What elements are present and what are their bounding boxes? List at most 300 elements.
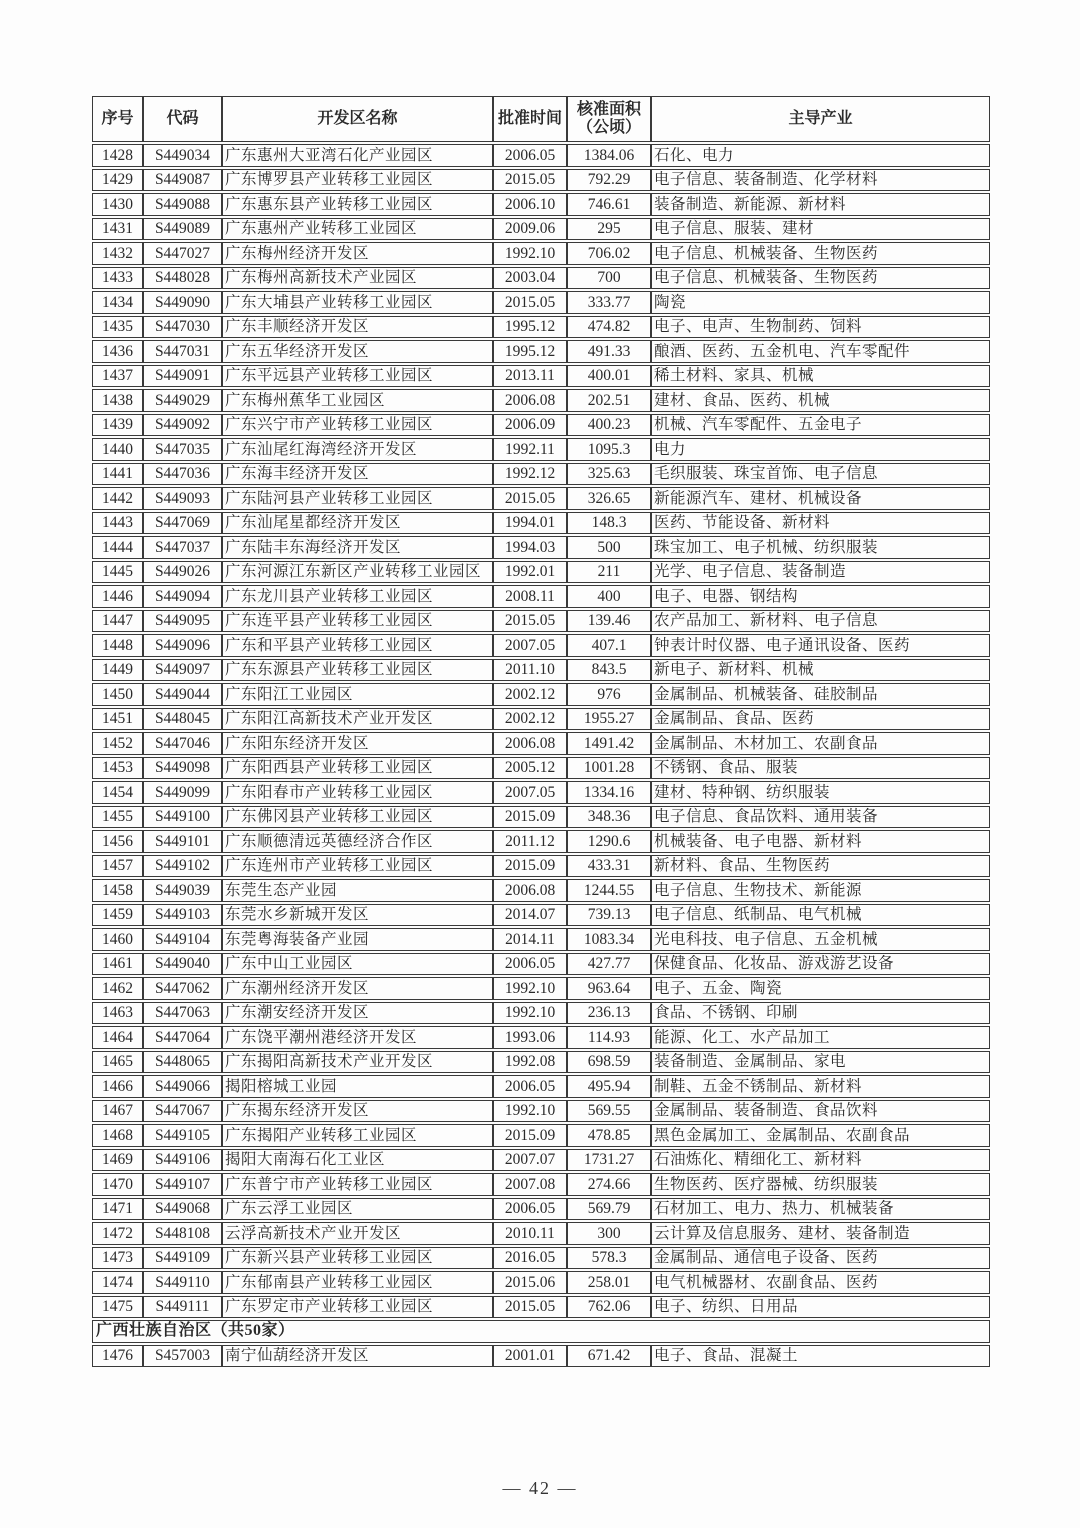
table-row (92, 732, 990, 755)
cell-zone-name: 广东连平县产业转移工业园区 (222, 610, 493, 633)
cell-industries: 机械装备、电子电器、新材料 (651, 830, 990, 853)
table-row (92, 806, 990, 829)
cell-serial: 1466 (92, 1075, 143, 1098)
cell-approval-date: 1995.12 (493, 340, 567, 363)
cell-serial: 1464 (92, 1026, 143, 1049)
cell-serial: 1431 (92, 218, 143, 241)
cell-zone-name: 广东汕尾红海湾经济开发区 (222, 438, 493, 461)
cell-industries: 食品、不锈钢、印刷 (651, 1002, 990, 1025)
cell-code: S447064 (143, 1026, 222, 1049)
cell-code: S449044 (143, 683, 222, 706)
table-row (92, 1149, 990, 1172)
cell-industries: 金属制品、通信电子设备、医药 (651, 1247, 990, 1270)
cell-zone-name: 广东梅州蕉华工业园区 (222, 389, 493, 412)
cell-code: S449094 (143, 585, 222, 608)
cell-industries: 电子、纺织、日用品 (651, 1296, 990, 1319)
cell-zone-name: 广东新兴县产业转移工业园区 (222, 1247, 493, 1270)
cell-industries: 电子、电声、生物制药、饲料 (651, 316, 990, 339)
cell-approval-date: 1992.10 (493, 1002, 567, 1025)
cell-approval-date: 2003.04 (493, 267, 567, 290)
table-row (92, 1075, 990, 1098)
cell-approval-date: 2005.12 (493, 757, 567, 780)
cell-serial: 1472 (92, 1222, 143, 1245)
cell-serial: 1452 (92, 732, 143, 755)
cell-zone-name: 广东大埔县产业转移工业园区 (222, 291, 493, 314)
cell-area: 407.1 (567, 634, 651, 657)
cell-zone-name: 广东梅州经济开发区 (222, 242, 493, 265)
table-row (92, 879, 990, 902)
cell-zone-name: 广东兴宁市产业转移工业园区 (222, 414, 493, 437)
table-row (92, 561, 990, 584)
table-header (92, 96, 990, 142)
cell-code: S447069 (143, 512, 222, 535)
cell-serial: 1441 (92, 463, 143, 486)
cell-industries: 不锈钢、食品、服装 (651, 757, 990, 780)
cell-zone-name: 南宁仙葫经济开发区 (222, 1345, 493, 1368)
cell-industries: 生物医药、医疗器械、纺织服装 (651, 1173, 990, 1196)
table-row (92, 855, 990, 878)
cell-area: 698.59 (567, 1051, 651, 1074)
cell-serial: 1433 (92, 267, 143, 290)
cell-approval-date: 2007.05 (493, 781, 567, 804)
table-row (92, 1051, 990, 1074)
table-row (92, 389, 990, 412)
cell-industries: 保健食品、化妆品、游戏游艺设备 (651, 953, 990, 976)
cell-code: S449107 (143, 1173, 222, 1196)
cell-zone-name: 广东阳江工业园区 (222, 683, 493, 706)
cell-approval-date: 2006.09 (493, 414, 567, 437)
cell-code: S449093 (143, 487, 222, 510)
cell-approval-date: 2007.08 (493, 1173, 567, 1196)
cell-industries: 建材、食品、医药、机械 (651, 389, 990, 412)
cell-industries: 制鞋、五金不锈制品、新材料 (651, 1075, 990, 1098)
cell-industries: 石油炼化、精细化工、新材料 (651, 1149, 990, 1172)
table-row (92, 414, 990, 437)
cell-code: S448108 (143, 1222, 222, 1245)
cell-industries: 机械、汽车零配件、五金电子 (651, 414, 990, 437)
cell-code: S447027 (143, 242, 222, 265)
cell-area: 746.61 (567, 193, 651, 216)
cell-code: S449102 (143, 855, 222, 878)
cell-code: S449029 (143, 389, 222, 412)
cell-industries: 石化、电力 (651, 144, 990, 167)
cell-code: S448065 (143, 1051, 222, 1074)
table-row (92, 169, 990, 192)
cell-approval-date: 2007.07 (493, 1149, 567, 1172)
table-row (92, 904, 990, 927)
cell-zone-name: 广东阳西县产业转移工业园区 (222, 757, 493, 780)
cell-industries: 装备制造、金属制品、家电 (651, 1051, 990, 1074)
cell-industries: 电子信息、装备制造、化学材料 (651, 169, 990, 192)
cell-code: S448045 (143, 708, 222, 731)
cell-area: 569.79 (567, 1198, 651, 1221)
cell-code: S457003 (143, 1345, 222, 1368)
cell-serial: 1469 (92, 1149, 143, 1172)
cell-serial: 1473 (92, 1247, 143, 1270)
cell-serial: 1439 (92, 414, 143, 437)
cell-code: S449103 (143, 904, 222, 927)
cell-approval-date: 2013.11 (493, 365, 567, 388)
cell-serial: 1442 (92, 487, 143, 510)
cell-zone-name: 广东中山工业园区 (222, 953, 493, 976)
table-row (92, 1026, 990, 1049)
cell-area: 295 (567, 218, 651, 241)
cell-approval-date: 2015.05 (493, 487, 567, 510)
cell-zone-name: 广东揭东经济开发区 (222, 1100, 493, 1123)
cell-zone-name: 广东陆丰东海经济开发区 (222, 536, 493, 559)
cell-serial: 1458 (92, 879, 143, 902)
cell-serial: 1445 (92, 561, 143, 584)
table-row (92, 1345, 990, 1368)
cell-serial: 1435 (92, 316, 143, 339)
cell-area: 1083.34 (567, 928, 651, 951)
development-zones-table (92, 94, 990, 1369)
cell-serial: 1456 (92, 830, 143, 853)
cell-area: 400 (567, 585, 651, 608)
cell-code: S447062 (143, 977, 222, 1000)
cell-zone-name: 广东惠州产业转移工业园区 (222, 218, 493, 241)
cell-area: 706.02 (567, 242, 651, 265)
cell-approval-date: 2015.05 (493, 291, 567, 314)
header-industries: 主导产业 (651, 96, 990, 142)
cell-approval-date: 2015.05 (493, 610, 567, 633)
cell-serial: 1468 (92, 1124, 143, 1147)
cell-area: 500 (567, 536, 651, 559)
cell-approval-date: 1994.03 (493, 536, 567, 559)
table-row (92, 438, 990, 461)
cell-area: 762.06 (567, 1296, 651, 1319)
cell-zone-name: 广东平远县产业转移工业园区 (222, 365, 493, 388)
cell-industries: 钟表计时仪器、电子通讯设备、医药 (651, 634, 990, 657)
cell-zone-name: 东莞粤海装备产业园 (222, 928, 493, 951)
cell-area: 792.29 (567, 169, 651, 192)
cell-area: 1290.6 (567, 830, 651, 853)
table-row (92, 242, 990, 265)
cell-industries: 毛织服装、珠宝首饰、电子信息 (651, 463, 990, 486)
table-row (92, 634, 990, 657)
cell-industries: 电子信息、服装、建材 (651, 218, 990, 241)
table-row (92, 928, 990, 951)
cell-area: 433.31 (567, 855, 651, 878)
cell-zone-name: 广东陆河县产业转移工业园区 (222, 487, 493, 510)
cell-code: S449066 (143, 1075, 222, 1098)
cell-industries: 光电科技、电子信息、五金机械 (651, 928, 990, 951)
cell-industries: 电子信息、纸制品、电气机械 (651, 904, 990, 927)
cell-industries: 医药、节能设备、新材料 (651, 512, 990, 535)
cell-industries: 新电子、新材料、机械 (651, 659, 990, 682)
table-row (92, 1271, 990, 1294)
cell-approval-date: 2015.09 (493, 806, 567, 829)
cell-zone-name: 广东惠东县产业转移工业园区 (222, 193, 493, 216)
cell-industries: 光学、电子信息、装备制造 (651, 561, 990, 584)
cell-code: S449068 (143, 1198, 222, 1221)
cell-industries: 电子信息、食品饮料、通用装备 (651, 806, 990, 829)
cell-code: S447037 (143, 536, 222, 559)
cell-industries: 电子、五金、陶瓷 (651, 977, 990, 1000)
table-row (92, 1002, 990, 1025)
cell-approval-date: 2015.06 (493, 1271, 567, 1294)
cell-approval-date: 2014.07 (493, 904, 567, 927)
cell-zone-name: 广东东源县产业转移工业园区 (222, 659, 493, 682)
table-row (92, 365, 990, 388)
cell-zone-name: 广东连州市产业转移工业园区 (222, 855, 493, 878)
cell-zone-name: 广东阳江高新技术产业开发区 (222, 708, 493, 731)
cell-area: 236.13 (567, 1002, 651, 1025)
table-row (92, 757, 990, 780)
cell-zone-name: 广东顺德清远英德经济合作区 (222, 830, 493, 853)
cell-industries: 电子、电器、钢结构 (651, 585, 990, 608)
cell-serial: 1428 (92, 144, 143, 167)
cell-zone-name: 东莞水乡新城开发区 (222, 904, 493, 927)
cell-area: 569.55 (567, 1100, 651, 1123)
cell-area: 739.13 (567, 904, 651, 927)
cell-approval-date: 2006.08 (493, 732, 567, 755)
cell-area: 114.93 (567, 1026, 651, 1049)
cell-zone-name: 广东潮安经济开发区 (222, 1002, 493, 1025)
cell-serial: 1457 (92, 855, 143, 878)
cell-area: 1491.42 (567, 732, 651, 755)
table-row (92, 830, 990, 853)
cell-approval-date: 2006.05 (493, 953, 567, 976)
cell-code: S449040 (143, 953, 222, 976)
cell-industries: 电子、食品、混凝土 (651, 1345, 990, 1368)
cell-serial: 1437 (92, 365, 143, 388)
cell-approval-date: 1993.06 (493, 1026, 567, 1049)
cell-area: 333.77 (567, 291, 651, 314)
cell-serial: 1465 (92, 1051, 143, 1074)
table-row (92, 218, 990, 241)
cell-code: S449039 (143, 879, 222, 902)
cell-serial: 1430 (92, 193, 143, 216)
cell-code: S449026 (143, 561, 222, 584)
cell-zone-name: 广东海丰经济开发区 (222, 463, 493, 486)
table-row (92, 683, 990, 706)
cell-zone-name: 广东云浮工业园区 (222, 1198, 493, 1221)
cell-approval-date: 2015.05 (493, 1296, 567, 1319)
cell-code: S447036 (143, 463, 222, 486)
cell-industries: 新材料、食品、生物医药 (651, 855, 990, 878)
table-row (92, 512, 990, 535)
cell-approval-date: 2011.10 (493, 659, 567, 682)
cell-approval-date: 2007.05 (493, 634, 567, 657)
cell-serial: 1443 (92, 512, 143, 535)
cell-serial: 1450 (92, 683, 143, 706)
cell-code: S449098 (143, 757, 222, 780)
cell-serial: 1471 (92, 1198, 143, 1221)
cell-zone-name: 广东丰顺经济开发区 (222, 316, 493, 339)
cell-zone-name: 广东惠州大亚湾石化产业园区 (222, 144, 493, 167)
table-header-row (92, 96, 990, 142)
cell-zone-name: 广东揭阳高新技术产业开发区 (222, 1051, 493, 1074)
cell-serial: 1476 (92, 1345, 143, 1368)
cell-approval-date: 1992.10 (493, 977, 567, 1000)
cell-area: 427.77 (567, 953, 651, 976)
cell-industries: 能源、化工、水产品加工 (651, 1026, 990, 1049)
cell-industries: 珠宝加工、电子机械、纺织服装 (651, 536, 990, 559)
table-row (92, 144, 990, 167)
header-zone-name: 开发区名称 (222, 96, 493, 142)
table-row (92, 1124, 990, 1147)
cell-code: S449092 (143, 414, 222, 437)
cell-zone-name: 广东五华经济开发区 (222, 340, 493, 363)
cell-serial: 1461 (92, 953, 143, 976)
cell-code: S449095 (143, 610, 222, 633)
cell-code: S449110 (143, 1271, 222, 1294)
cell-industries: 建材、特种钢、纺织服装 (651, 781, 990, 804)
page-number: — 42 — (502, 1478, 578, 1498)
cell-approval-date: 2011.12 (493, 830, 567, 853)
cell-serial: 1446 (92, 585, 143, 608)
cell-area: 700 (567, 267, 651, 290)
cell-industries: 电子信息、生物技术、新能源 (651, 879, 990, 902)
table-row (92, 1222, 990, 1245)
cell-approval-date: 2016.05 (493, 1247, 567, 1270)
cell-area: 202.51 (567, 389, 651, 412)
cell-serial: 1454 (92, 781, 143, 804)
cell-approval-date: 1992.08 (493, 1051, 567, 1074)
cell-code: S449090 (143, 291, 222, 314)
cell-industries: 电气机械器材、农副食品、医药 (651, 1271, 990, 1294)
table-row (92, 291, 990, 314)
cell-approval-date: 2015.05 (493, 169, 567, 192)
cell-zone-name: 揭阳大南海石化工业区 (222, 1149, 493, 1172)
cell-zone-name: 广东阳东经济开发区 (222, 732, 493, 755)
table-row (92, 1247, 990, 1270)
cell-area: 1384.06 (567, 144, 651, 167)
cell-approval-date: 2002.12 (493, 708, 567, 731)
cell-approval-date: 2006.05 (493, 1198, 567, 1221)
cell-serial: 1470 (92, 1173, 143, 1196)
cell-approval-date: 2010.11 (493, 1222, 567, 1245)
table-row (92, 463, 990, 486)
cell-approval-date: 2002.12 (493, 683, 567, 706)
cell-industries: 酿酒、医药、五金机电、汽车零配件 (651, 340, 990, 363)
cell-zone-name: 广东饶平潮州港经济开发区 (222, 1026, 493, 1049)
cell-industries: 电力 (651, 438, 990, 461)
cell-area: 1731.27 (567, 1149, 651, 1172)
cell-zone-name: 广东梅州高新技术产业园区 (222, 267, 493, 290)
cell-serial: 1434 (92, 291, 143, 314)
cell-industries: 黑色金属加工、金属制品、农副食品 (651, 1124, 990, 1147)
cell-zone-name: 广东潮州经济开发区 (222, 977, 493, 1000)
cell-code: S449109 (143, 1247, 222, 1270)
table-row (92, 1173, 990, 1196)
header-serial: 序号 (92, 96, 143, 142)
table-body (92, 144, 990, 1367)
cell-code: S447035 (143, 438, 222, 461)
cell-area: 495.94 (567, 1075, 651, 1098)
cell-area: 671.42 (567, 1345, 651, 1368)
table-row (92, 267, 990, 290)
cell-code: S449100 (143, 806, 222, 829)
cell-serial: 1449 (92, 659, 143, 682)
table-row (92, 781, 990, 804)
cell-serial: 1447 (92, 610, 143, 633)
cell-approval-date: 2006.05 (493, 144, 567, 167)
cell-area: 578.3 (567, 1247, 651, 1270)
cell-area: 300 (567, 1222, 651, 1245)
cell-serial: 1429 (92, 169, 143, 192)
cell-zone-name: 东莞生态产业园 (222, 879, 493, 902)
cell-approval-date: 2008.11 (493, 585, 567, 608)
cell-zone-name: 广东揭阳产业转移工业园区 (222, 1124, 493, 1147)
cell-area: 211 (567, 561, 651, 584)
cell-code: S449101 (143, 830, 222, 853)
table-row (92, 977, 990, 1000)
cell-serial: 1462 (92, 977, 143, 1000)
cell-code: S447046 (143, 732, 222, 755)
cell-serial: 1438 (92, 389, 143, 412)
section-header-row (92, 1320, 990, 1343)
cell-area: 1244.55 (567, 879, 651, 902)
cell-area: 400.23 (567, 414, 651, 437)
header-area: 核准面积（公顷） (567, 96, 651, 142)
cell-approval-date: 1994.01 (493, 512, 567, 535)
cell-serial: 1451 (92, 708, 143, 731)
cell-code: S449105 (143, 1124, 222, 1147)
table-row (92, 1198, 990, 1221)
cell-approval-date: 2015.09 (493, 1124, 567, 1147)
header-code: 代码 (143, 96, 222, 142)
cell-industries: 电子信息、机械装备、生物医药 (651, 242, 990, 265)
cell-approval-date: 1992.01 (493, 561, 567, 584)
cell-zone-name: 广东和平县产业转移工业园区 (222, 634, 493, 657)
cell-zone-name: 广东普宁市产业转移工业园区 (222, 1173, 493, 1196)
cell-code: S449097 (143, 659, 222, 682)
cell-code: S449096 (143, 634, 222, 657)
table-row (92, 1100, 990, 1123)
cell-serial: 1444 (92, 536, 143, 559)
cell-zone-name: 广东博罗县产业转移工业园区 (222, 169, 493, 192)
table-row (92, 610, 990, 633)
cell-area: 976 (567, 683, 651, 706)
cell-area: 1001.28 (567, 757, 651, 780)
cell-area: 348.36 (567, 806, 651, 829)
cell-industries: 石材加工、电力、热力、机械装备 (651, 1198, 990, 1221)
cell-code: S449034 (143, 144, 222, 167)
cell-serial: 1455 (92, 806, 143, 829)
table-row (92, 659, 990, 682)
cell-serial: 1436 (92, 340, 143, 363)
cell-zone-name: 广东汕尾星都经济开发区 (222, 512, 493, 535)
cell-approval-date: 2014.11 (493, 928, 567, 951)
cell-zone-name: 广东河源江东新区产业转移工业园区 (222, 561, 493, 584)
cell-zone-name: 广东罗定市产业转移工业园区 (222, 1296, 493, 1319)
table-row (92, 340, 990, 363)
cell-area: 474.82 (567, 316, 651, 339)
cell-industries: 金属制品、木材加工、农副食品 (651, 732, 990, 755)
cell-code: S449106 (143, 1149, 222, 1172)
cell-zone-name: 广东阳春市产业转移工业园区 (222, 781, 493, 804)
cell-code: S447030 (143, 316, 222, 339)
cell-code: S447063 (143, 1002, 222, 1025)
cell-industries: 金属制品、食品、医药 (651, 708, 990, 731)
cell-serial: 1448 (92, 634, 143, 657)
cell-zone-name: 广东佛冈县产业转移工业园区 (222, 806, 493, 829)
table-row (92, 316, 990, 339)
cell-approval-date: 1992.12 (493, 463, 567, 486)
cell-approval-date: 2006.05 (493, 1075, 567, 1098)
cell-area: 963.64 (567, 977, 651, 1000)
cell-zone-name: 云浮高新技术产业开发区 (222, 1222, 493, 1245)
cell-industries: 金属制品、机械装备、硅胶制品 (651, 683, 990, 706)
cell-serial: 1467 (92, 1100, 143, 1123)
cell-area: 148.3 (567, 512, 651, 535)
table-row (92, 1296, 990, 1319)
cell-approval-date: 1995.12 (493, 316, 567, 339)
cell-approval-date: 2006.08 (493, 879, 567, 902)
cell-zone-name: 广东龙川县产业转移工业园区 (222, 585, 493, 608)
